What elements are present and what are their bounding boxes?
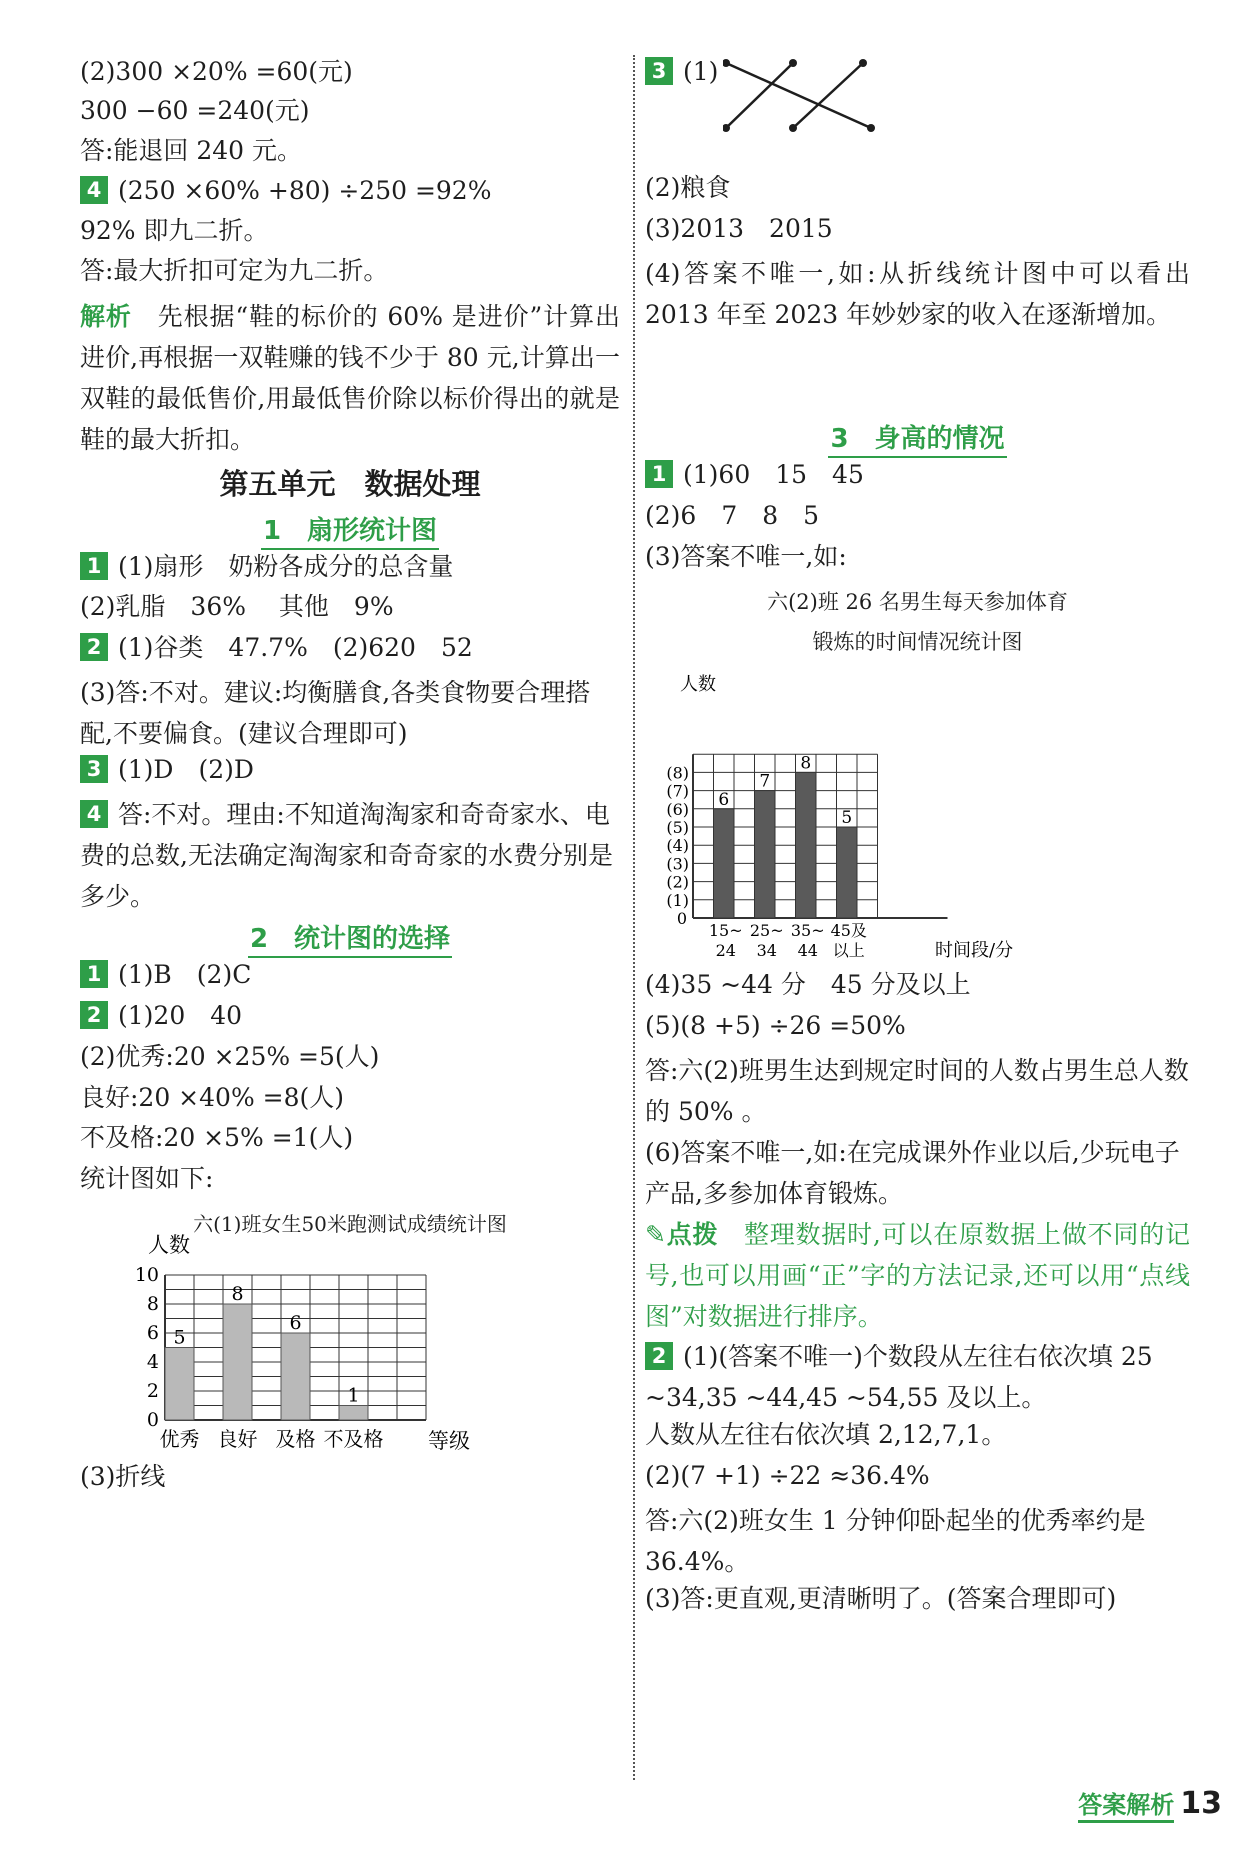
answer-line: (2)300 ×20% =60(元) — [80, 57, 353, 86]
answer-text: (1)D (2)D — [118, 755, 254, 784]
x-tick-label: 24 — [715, 941, 736, 960]
grade-bar-chart — [80, 1230, 620, 1460]
y-tick-label: (1) — [666, 890, 689, 910]
page-number: 13 — [1180, 1786, 1222, 1821]
answer-line: 答:最大折扣可定为九二折。 — [80, 256, 389, 285]
chart-title: 六(2)班 26 名男生每天参加体育 — [767, 590, 1068, 614]
footer-label: 答案解析 — [1078, 1785, 1174, 1823]
answer-line: 统计图如下: — [80, 1164, 214, 1193]
bar-value-label: 8 — [800, 753, 812, 774]
match-dot — [859, 59, 867, 67]
x-tick-labels — [160, 1427, 384, 1451]
answer-paragraph: (4)答案不唯一,如:从折线统计图中可以看出 2013 年至 2023 年妙妙家的收入在逐渐增加。 — [645, 259, 1190, 329]
analysis-text: 先根据“鞋的标价的 60% 是进价”计算出进价,再根据一双鞋赚的钱不少于 80 元,计算出一双鞋的最低售价,用最低售价除以标价得出的就是鞋的最大折扣。 — [80, 302, 620, 454]
matching-lines-diagram — [723, 58, 883, 138]
section-title: 3 身高的情况 — [645, 418, 1190, 455]
y-tick-labels — [135, 1264, 159, 1431]
bar-value-label: 1 — [347, 1384, 360, 1407]
x-tick-label: 优秀 — [159, 1427, 200, 1451]
question-number-badge: 3 — [80, 755, 108, 783]
x-axis-label: 等级 — [428, 1429, 470, 1453]
y-tick-label: 0 — [146, 1409, 159, 1431]
bar — [796, 772, 817, 918]
y-tick-label: 4 — [146, 1351, 159, 1373]
match-line — [793, 63, 863, 128]
y-tick-label: 6 — [146, 1322, 159, 1344]
bar-value-label: 5 — [841, 808, 853, 828]
answer-paragraph: (6)答案不唯一,如:在完成课外作业以后,少玩电子产品,多参加体育锻炼。 — [645, 1138, 1180, 1208]
y-tick-label: (8) — [666, 763, 689, 783]
question-2 — [80, 999, 242, 1033]
question-number-badge: 1 — [645, 460, 673, 488]
answer-line: 良好:20 ×40% =8(人) — [80, 1083, 345, 1112]
bar-value-label: 6 — [289, 1312, 302, 1334]
tip-block — [645, 1214, 1190, 1337]
y-axis-label: 人数 — [148, 1233, 190, 1257]
answer-line: 答:能退回 240 元。 — [80, 136, 303, 165]
question-number-badge: 1 — [80, 960, 108, 988]
answer-line: (5)(8 +5) ÷26 =50% — [645, 1011, 906, 1040]
y-tick-label: (7) — [666, 781, 689, 801]
tip-tag: ✎点拨 — [645, 1220, 719, 1249]
answer-line: (3)答:更直观,更清晰明了。(答案合理即可) — [645, 1584, 1117, 1613]
answer-text: (1)20 40 — [118, 1001, 243, 1030]
y-tick-label: 2 — [146, 1380, 159, 1402]
answer-text: (1) — [683, 57, 719, 86]
question-3 — [80, 753, 254, 787]
answer-text: (1)60 15 45 — [683, 460, 864, 489]
x-tick-label: 良好 — [217, 1427, 258, 1451]
match-dot — [867, 124, 875, 132]
x-axis-label: 时间段/分 — [935, 940, 1014, 961]
answer-text: (1)(答案不唯一)个数段从左往右依次填 25 ~34,35 ~44,45 ~54,55 及以上。 — [645, 1342, 1153, 1412]
analysis-tag: 解析 — [80, 302, 132, 331]
y-tick-label: 10 — [134, 1264, 159, 1286]
question-3 — [645, 55, 718, 89]
answer-text: (1)谷类 47.7% (2)620 52 — [118, 633, 473, 662]
pen-icon: ✎ — [645, 1220, 666, 1249]
chart-bars — [714, 753, 858, 918]
x-tick-label: 以上 — [832, 941, 865, 960]
answer-line: (3)2013 2015 — [645, 214, 833, 243]
answer-text: (1)扇形 奶粉各成分的总含量 — [118, 552, 454, 581]
answer-text: (250 ×60% +80) ÷250 =92% — [118, 176, 492, 205]
bar — [223, 1304, 252, 1420]
question-1 — [80, 550, 453, 584]
answer-line: 92% 即九二折。 — [80, 216, 269, 245]
question-4 — [80, 174, 491, 208]
column-divider — [633, 55, 635, 1780]
exercise-time-bar-chart — [645, 668, 1190, 961]
y-tick-label: 8 — [146, 1293, 159, 1315]
question-number-badge: 3 — [645, 57, 673, 85]
x-tick-label: 34 — [756, 941, 777, 960]
x-tick-label: 15~ — [708, 921, 743, 940]
answer-line: 不及格:20 ×5% =1(人) — [80, 1123, 354, 1152]
y-tick-label: (2) — [666, 872, 689, 892]
bar — [714, 809, 735, 918]
x-tick-label: 及格 — [275, 1427, 316, 1451]
match-dot — [789, 124, 797, 132]
bar — [339, 1406, 368, 1421]
y-tick-label: (3) — [666, 854, 689, 874]
bar-value-label: 7 — [759, 771, 771, 792]
answer-line: (2)乳脂 36% 其他 9% — [80, 592, 394, 621]
y-tick-label: (6) — [666, 799, 689, 819]
question-1 — [80, 958, 251, 992]
analysis-block — [80, 296, 620, 460]
x-tick-label: 45及 — [830, 921, 867, 940]
y-tick-labels — [666, 763, 689, 928]
x-tick-label: 35~ — [790, 921, 825, 940]
question-number-badge: 2 — [80, 633, 108, 661]
bar — [837, 827, 858, 918]
unit-title: 第五单元 数据处理 — [219, 467, 481, 501]
question-4 — [80, 794, 620, 917]
answer-line: (2)优秀:20 ×25% =5(人) — [80, 1042, 380, 1071]
y-axis-label: 人数 — [680, 674, 716, 695]
answer-text: (1)B (2)C — [118, 960, 252, 989]
page-footer — [1078, 1785, 1222, 1823]
question-number-badge: 1 — [80, 552, 108, 580]
question-number-badge: 2 — [80, 1001, 108, 1029]
bar — [165, 1348, 194, 1421]
bar-value-label: 5 — [173, 1326, 186, 1349]
question-number-badge: 2 — [645, 1342, 673, 1370]
x-tick-label: 不及格 — [323, 1427, 384, 1451]
y-tick-label: (5) — [666, 818, 689, 837]
y-tick-label: 0 — [676, 909, 687, 928]
x-tick-label: 44 — [797, 941, 818, 960]
bar — [281, 1333, 310, 1420]
question-2 — [645, 1336, 1190, 1418]
x-tick-labels — [709, 921, 867, 960]
answer-paragraph: 答:六(2)班男生达到规定时间的人数占男生总人数的 50% 。 — [645, 1056, 1189, 1126]
answer-line: (2)粮食 — [645, 173, 731, 202]
x-tick-label: 25~ — [749, 921, 784, 940]
answer-line: 300 −60 =240(元) — [80, 96, 310, 125]
match-line — [726, 63, 793, 128]
question-1 — [645, 458, 864, 492]
answer-line: (3)答案不唯一,如: — [645, 542, 847, 571]
match-dot — [723, 59, 730, 67]
question-2 — [80, 631, 473, 665]
answer-line: (4)35 ~44 分 45 分及以上 — [645, 970, 971, 999]
question-number-badge: 4 — [80, 176, 108, 204]
match-line — [726, 63, 871, 128]
answer-paragraph: 答:六(2)班女生 1 分钟仰卧起坐的优秀率约是 36.4%。 — [645, 1506, 1146, 1576]
chart-title: 六(1)班女生50米跑测试成绩统计图 — [193, 1212, 507, 1236]
answer-paragraph: (3)答:不对。建议:均衡膳食,各类食物要合理搭配,不要偏食。(建议合理即可) — [80, 678, 591, 748]
question-number-badge: 4 — [80, 800, 108, 828]
answer-line: 人数从左往右依次填 2,12,7,1。 — [645, 1420, 1007, 1449]
bar-value-label: 8 — [231, 1283, 244, 1305]
bar-value-label: 6 — [718, 789, 730, 810]
section-title: 2 统计图的选择 — [80, 918, 620, 955]
section-title: 1 扇形统计图 — [80, 510, 620, 547]
y-tick-label: (4) — [666, 836, 689, 856]
bar — [755, 791, 776, 918]
answer-line: (3)折线 — [80, 1462, 166, 1491]
answer-line: (2)(7 +1) ÷22 ≈36.4% — [645, 1461, 930, 1490]
answer-line: (2)6 7 8 5 — [645, 501, 820, 530]
tip-text: 整理数据时,可以在原数据上做不同的记号,也可以用画“正”字的方法记录,还可以用“点线图”对数据进行排序。 — [645, 1220, 1190, 1331]
chart-subtitle: 锻炼的时间情况统计图 — [812, 630, 1023, 654]
match-dot — [789, 59, 797, 67]
answer-text: 答:不对。理由:不知道淘淘家和奇奇家水、电费的总数,无法确定淘淘家和奇奇家的水费分别是多少。 — [80, 800, 613, 911]
